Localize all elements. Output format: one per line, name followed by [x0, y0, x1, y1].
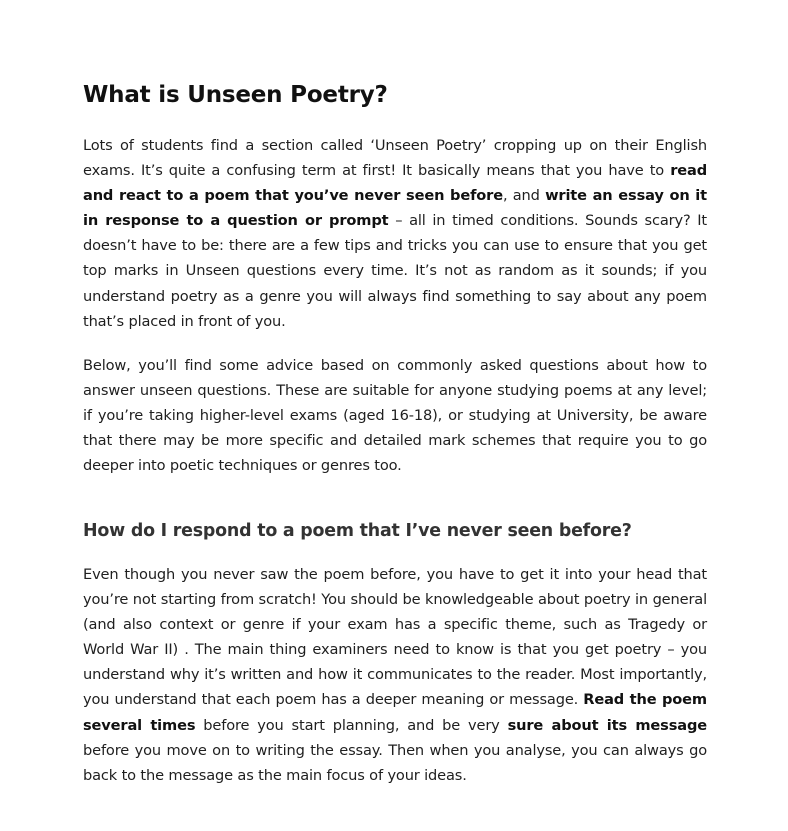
- answer-text-2: before you start planning, and be very: [195, 716, 508, 734]
- intro-bold-1: read and react to a poem that you’ve never seen before: [83, 162, 707, 205]
- answer-bold-2: sure about its message: [507, 716, 707, 734]
- answer-text-3: before you move on to writing the essay. Then when you analyse, you can always go back to the message as the main focus of your ideas.: [83, 741, 707, 784]
- intro-bold-2: write an essay on it in response to a question or prompt: [83, 187, 707, 230]
- answer-bold-1: Read the poem several times: [83, 691, 707, 734]
- intro-text-3: – all in timed conditions. Sounds scary? It doesn’t have to be: there are a few tips and tricks you can use to ensure that you get top marks in Unseen questions every time. It’s not as random as it sounds; if you understand poetry as a genre you will always find something to say about any poem that’s placed in front of you.: [83, 212, 708, 330]
- intro-text-2: , and: [502, 187, 546, 205]
- section-heading: How do I respond to a poem that I’ve never seen before?: [83, 521, 632, 541]
- intro-text-1: Lots of students find a section called ‘Unseen Poetry’ cropping up on their English exams. It’s quite a confusing term at first! It basically means that you have to: [83, 137, 707, 180]
- intro-paragraph: [83, 133, 707, 334]
- page-title: What is Unseen Poetry?: [83, 82, 388, 108]
- advice-paragraph: Below, you’ll find some advice based on commonly asked questions about how to answer unseen questions. These are suitable for anyone studying poems at any level; if you’re taking higher-level exams (aged 16-18), or studying at University, be aware that there may be more specific and detailed mark schemes that require you to go deeper into poetic techniques or genres too.: [83, 357, 707, 475]
- answer-paragraph: [83, 562, 707, 788]
- answer-text-1: Even though you never saw the poem before, you have to get it into your head that you’re not starting from scratch! You should be knowledgeable about poetry in general (and also context or genre if your exam has a specific theme, such as Tragedy or World War II) . The main thing examiners need to know is that you get poetry – you understand why it’s written and how it communicates to the reader. Most importantly, you understand that each poem has a deeper meaning or message.: [83, 566, 707, 709]
